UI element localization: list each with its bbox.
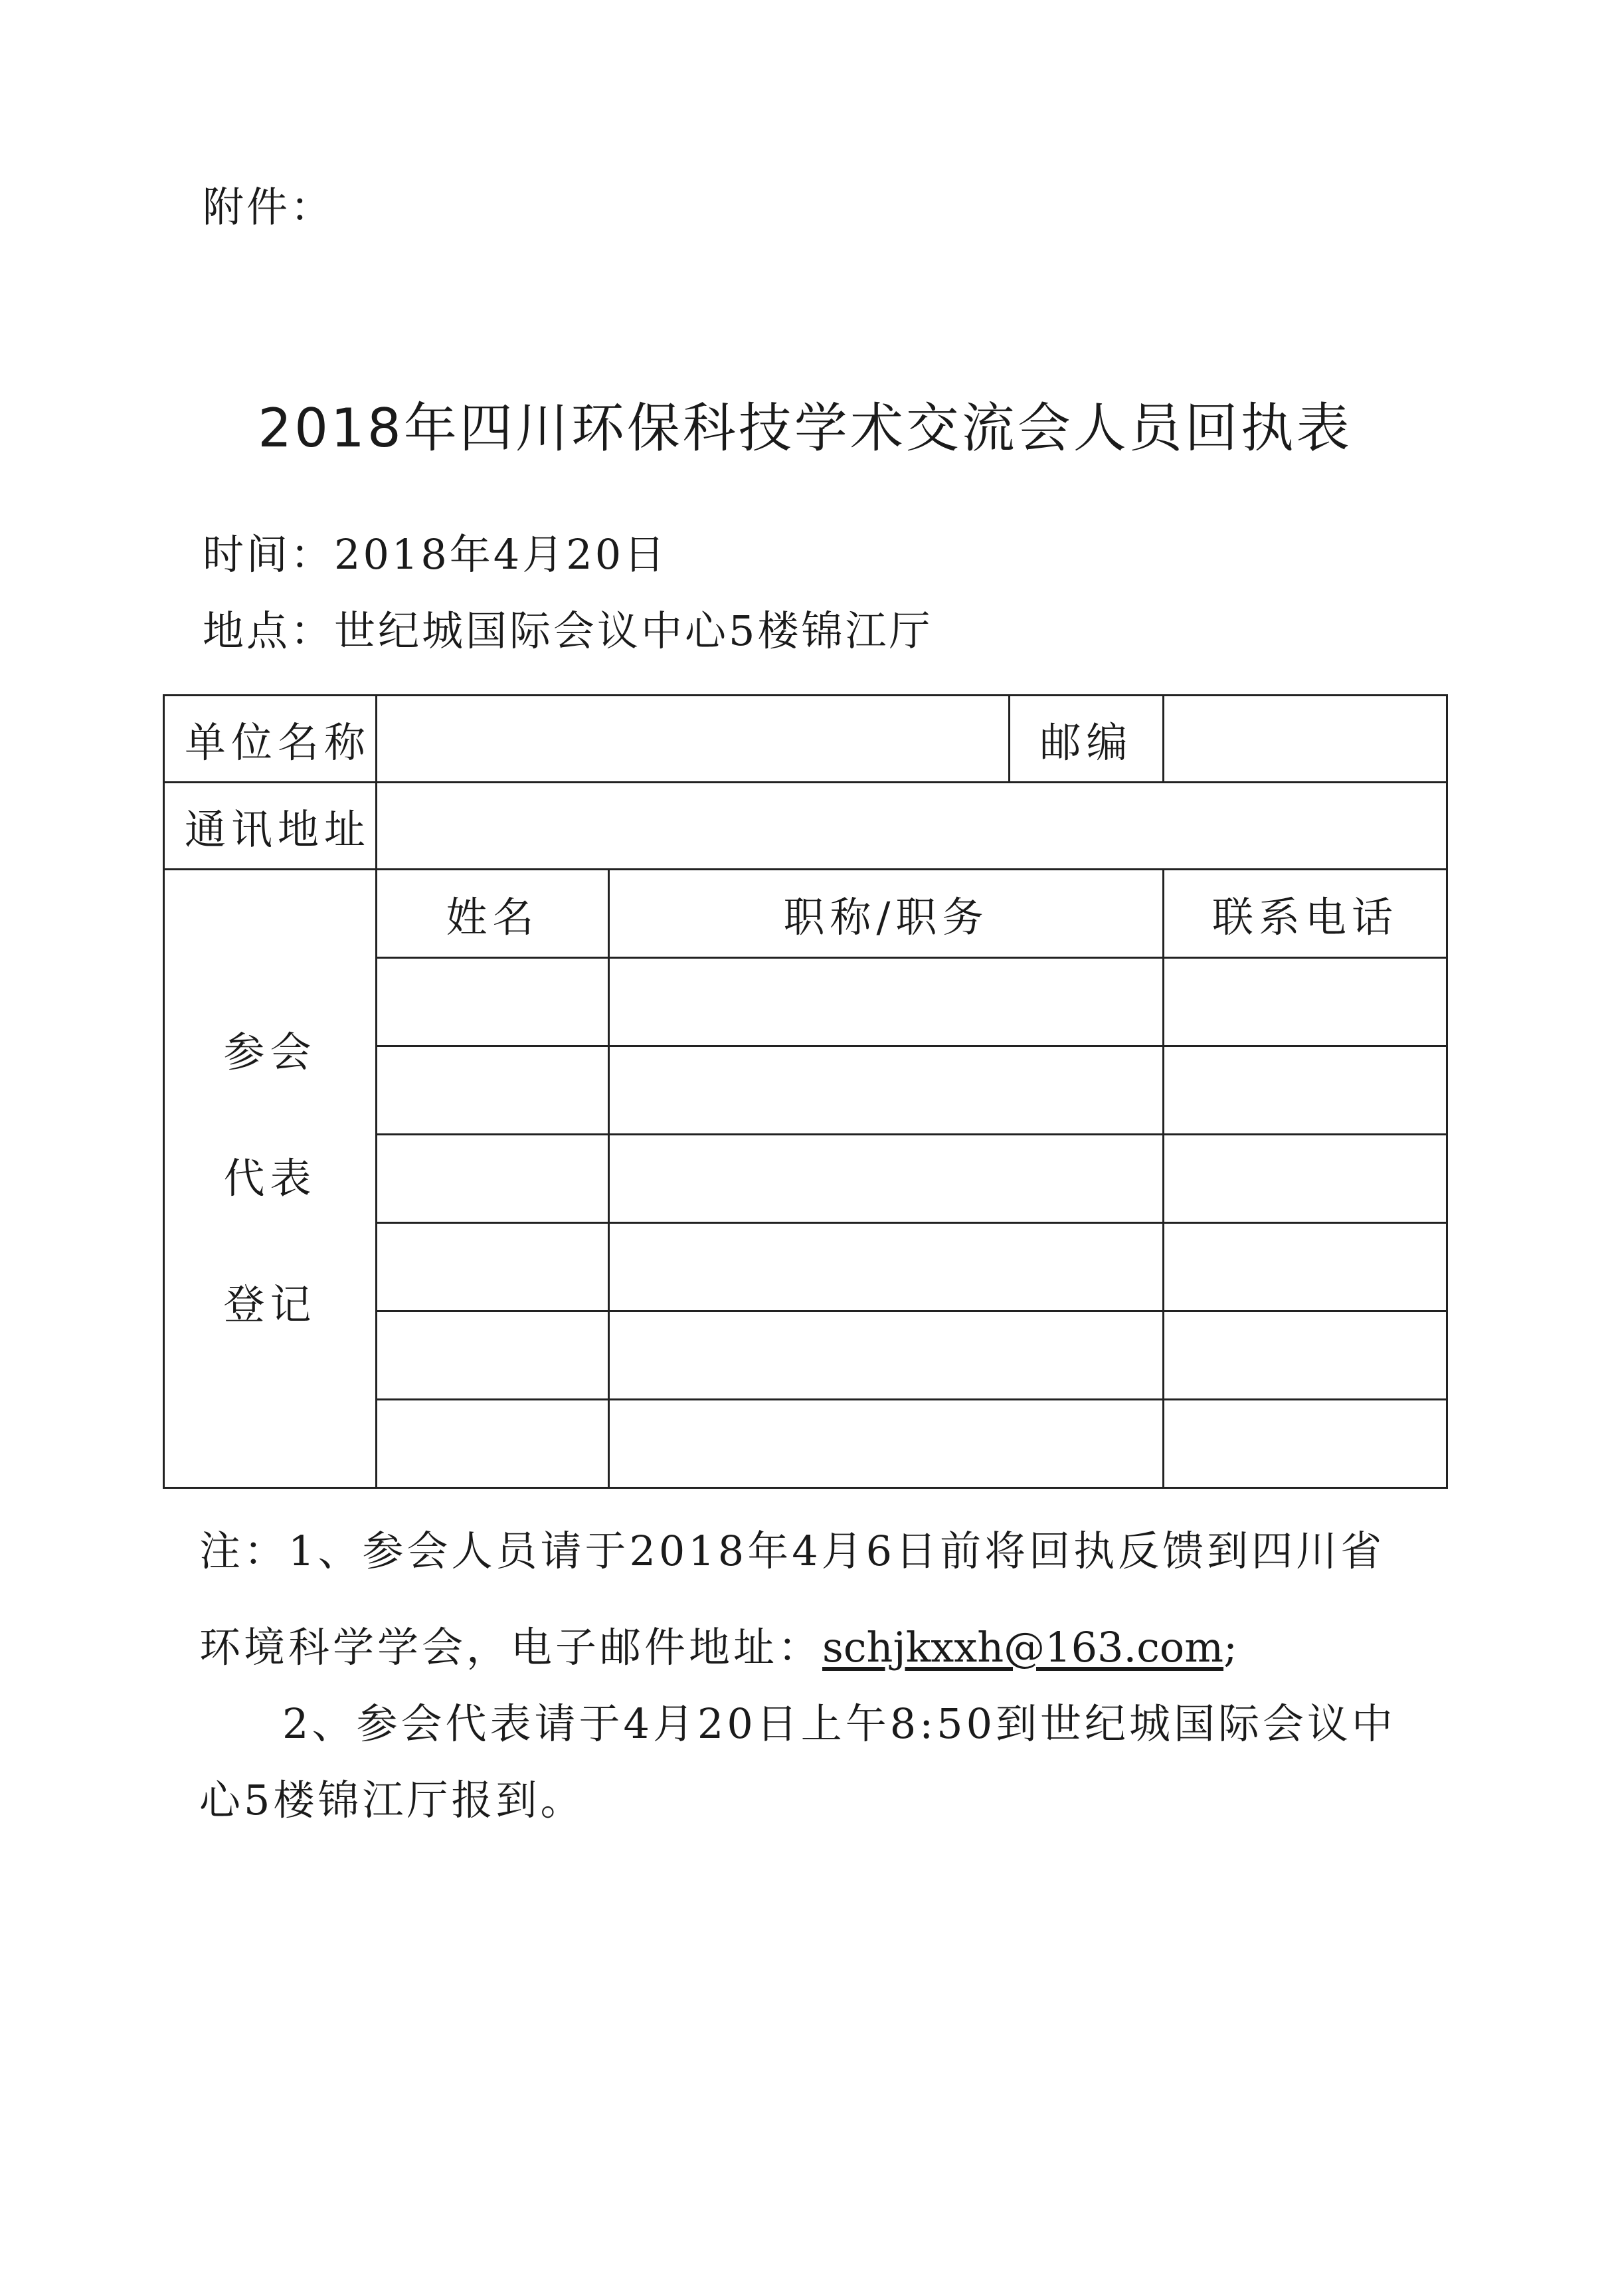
phone-cell[interactable]: [1164, 1135, 1447, 1223]
title-cell[interactable]: [609, 1046, 1164, 1135]
rep-label-line: 参会: [223, 1028, 317, 1076]
rep-label-line: 登记: [223, 1280, 317, 1329]
email-link[interactable]: schjkxxh@163.com: [822, 1623, 1224, 1672]
phone-cell[interactable]: [1164, 1046, 1447, 1135]
postcode-field[interactable]: [1164, 696, 1447, 783]
attachment-label: 附件：: [203, 183, 335, 231]
note-1-suffix: ;: [1223, 1623, 1241, 1672]
table-header-row: [164, 870, 1447, 958]
address-field[interactable]: [377, 783, 1447, 870]
name-cell[interactable]: [377, 1400, 609, 1488]
time-value: 2018年4月20日: [334, 530, 668, 579]
name-cell[interactable]: [377, 1046, 609, 1135]
address-label: 通讯地址: [164, 783, 377, 870]
title-cell[interactable]: [609, 1311, 1164, 1400]
name-cell[interactable]: [377, 1135, 609, 1223]
title-cell[interactable]: [609, 1400, 1164, 1488]
meeting-place: [203, 598, 933, 657]
phone-cell[interactable]: [1164, 1223, 1447, 1311]
column-header-title: 职称/职务: [609, 870, 1164, 958]
column-header-phone: 联系电话: [1164, 870, 1447, 958]
meeting-time: [203, 522, 668, 581]
note-2-line-1: 2、参会代表请于4月20日上午8:50到世纪城国际会议中: [282, 1699, 1397, 1748]
place-label: 地点：: [203, 607, 335, 655]
rep-registration-label: [164, 870, 377, 1488]
note-1-line-2: [199, 1614, 1241, 1674]
title-cell[interactable]: [609, 958, 1164, 1046]
postcode-label: 邮编: [1010, 696, 1164, 783]
time-label: 时间：: [203, 530, 335, 579]
page-title: 2018年四川环保科技学术交流会人员回执表: [258, 397, 1352, 459]
address-row: [164, 783, 1447, 870]
rep-label-line: 代表: [223, 1154, 317, 1202]
title-cell[interactable]: [609, 1223, 1164, 1311]
note-1-line-1: 注：1、参会人员请于2018年4月6日前将回执反馈到四川省: [199, 1527, 1386, 1575]
place-value: 世纪城国际会议中心5楼锦江厅: [334, 607, 933, 655]
phone-cell[interactable]: [1164, 1400, 1447, 1488]
name-cell[interactable]: [377, 1311, 609, 1400]
title-cell[interactable]: [609, 1135, 1164, 1223]
phone-cell[interactable]: [1164, 958, 1447, 1046]
column-header-name: 姓名: [377, 870, 609, 958]
phone-cell[interactable]: [1164, 1311, 1447, 1400]
unit-name-label: 单位名称: [164, 696, 377, 783]
name-cell[interactable]: [377, 958, 609, 1046]
unit-name-field[interactable]: [377, 696, 1010, 783]
name-cell[interactable]: [377, 1223, 609, 1311]
note-1-text: 环境科学学会，电子邮件地址：: [199, 1623, 823, 1672]
unit-row: [164, 696, 1447, 783]
registration-form-table: [163, 694, 1448, 1489]
note-2-line-2: 心5楼锦江厅报到。: [199, 1776, 585, 1824]
